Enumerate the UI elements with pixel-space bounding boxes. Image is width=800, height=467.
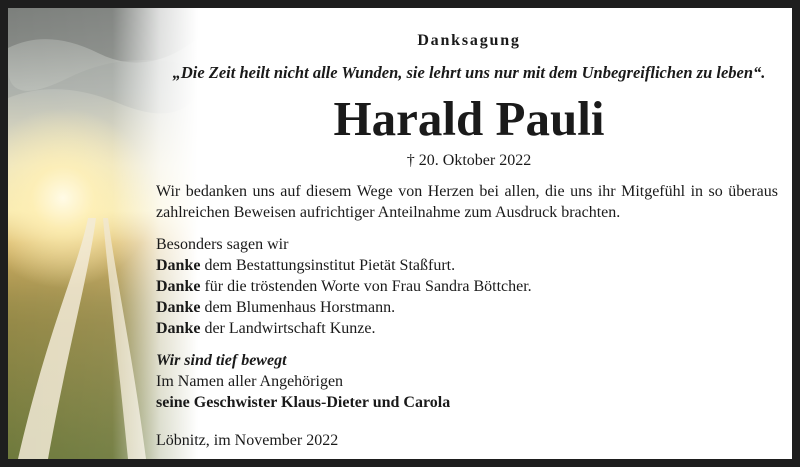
- thanks-item: [156, 255, 776, 276]
- closing: [156, 350, 776, 413]
- closing-moved: Wir sind tief bewegt: [156, 352, 287, 369]
- thanks-text: für die tröstenden Worte von Frau Sandra Böttcher.: [200, 278, 532, 295]
- thanks-item: [156, 276, 776, 297]
- thanks-text: der Landwirtschaft Kunze.: [200, 320, 376, 337]
- place-date: Löbnitz, im November 2022: [156, 432, 339, 449]
- thanks-text: dem Blumenhaus Horstmann.: [200, 299, 396, 316]
- thanks-keyword: Danke: [156, 278, 201, 295]
- special-thanks: [156, 234, 776, 339]
- closing-on-behalf: Im Namen aller Angehörigen: [156, 373, 344, 390]
- heading: Danksagung: [417, 32, 521, 49]
- thanks-item: [156, 297, 776, 318]
- thanks-keyword: Danke: [156, 320, 201, 337]
- quote: „Die Zeit heilt nicht alle Wunden, sie lehrt uns nur mit dem Unbegreiflichen zu leben“.: [172, 63, 766, 82]
- obituary-content: [146, 8, 792, 459]
- closing-signers: seine Geschwister Klaus-Dieter und Carola: [156, 394, 451, 411]
- deceased-name: Harald Pauli: [333, 91, 605, 146]
- special-intro: Besonders sagen wir: [156, 236, 289, 253]
- thanks-item: [156, 318, 776, 339]
- death-date: † 20. Oktober 2022: [406, 152, 532, 169]
- thanks-paragraph: Wir bedanken uns auf diesem Wege von Herzen bei allen, die uns ihr Mitgefühl in so überaus zahlreichen Beweisen aufrichtiger Anteilnahme zum Ausdruck brachten.: [156, 183, 778, 221]
- thanks-keyword: Danke: [156, 299, 201, 316]
- thanks-keyword: Danke: [156, 257, 201, 274]
- thanks-text: dem Bestattungsinstitut Pietät Staßfurt.: [200, 257, 456, 274]
